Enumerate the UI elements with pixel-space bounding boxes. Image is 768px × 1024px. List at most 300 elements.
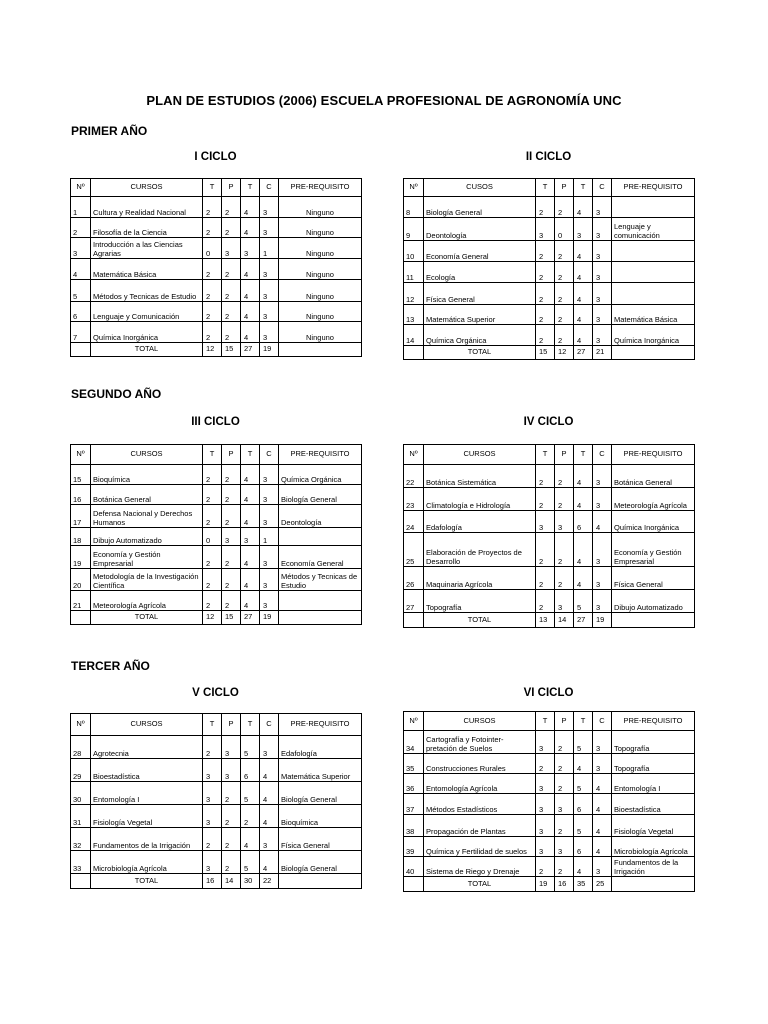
column-header: T bbox=[203, 714, 222, 736]
total-c: 19 bbox=[260, 611, 279, 625]
hours-t: 3 bbox=[536, 815, 555, 837]
column-header: P bbox=[222, 179, 241, 197]
credits: 3 bbox=[260, 591, 279, 611]
credits: 3 bbox=[593, 283, 612, 305]
hours-total: 4 bbox=[574, 567, 593, 590]
column-header: T bbox=[241, 445, 260, 465]
column-header: PRE-REQUISITO bbox=[612, 179, 695, 197]
prerequisite: Biología General bbox=[279, 782, 362, 805]
course-name: Lenguaje y Comunicación bbox=[91, 302, 203, 322]
hours-total: 4 bbox=[574, 533, 593, 567]
ciclo-table bbox=[403, 178, 695, 360]
course-name: Climatología e Hidrología bbox=[424, 488, 536, 511]
table-row bbox=[71, 546, 362, 569]
hours-p: 2 bbox=[555, 241, 574, 262]
table-header-row bbox=[404, 712, 695, 731]
credits: 4 bbox=[260, 759, 279, 782]
table-row bbox=[404, 197, 695, 218]
course-number: 33 bbox=[71, 851, 91, 874]
hours-total: 5 bbox=[241, 736, 260, 759]
prerequisite: Biología General bbox=[279, 851, 362, 874]
column-header: Nº bbox=[71, 179, 91, 197]
table-row bbox=[404, 567, 695, 590]
credits: 3 bbox=[260, 465, 279, 485]
blank-cell bbox=[71, 874, 91, 889]
credits: 3 bbox=[260, 259, 279, 280]
hours-total: 5 bbox=[574, 590, 593, 613]
course-number: 4 bbox=[71, 259, 91, 280]
hours-total: 5 bbox=[241, 782, 260, 805]
table-row bbox=[71, 851, 362, 874]
course-number: 32 bbox=[71, 828, 91, 851]
hours-total: 3 bbox=[241, 528, 260, 546]
table-row bbox=[404, 218, 695, 241]
credits: 4 bbox=[260, 805, 279, 828]
ciclo-title: VI CICLO bbox=[523, 687, 574, 699]
total-label: TOTAL bbox=[91, 874, 203, 889]
hours-total: 4 bbox=[574, 241, 593, 262]
hours-t: 3 bbox=[536, 218, 555, 241]
column-header: Nº bbox=[404, 445, 424, 465]
credits: 3 bbox=[593, 241, 612, 262]
hours-p: 2 bbox=[555, 325, 574, 346]
hours-t: 3 bbox=[536, 511, 555, 533]
course-number: 12 bbox=[404, 283, 424, 305]
hours-t: 2 bbox=[203, 302, 222, 322]
prerequisite: Ninguno bbox=[279, 280, 362, 302]
column-header: PRE-REQUISITO bbox=[279, 445, 362, 465]
table-row bbox=[71, 238, 362, 259]
table-row bbox=[71, 782, 362, 805]
hours-total: 4 bbox=[241, 302, 260, 322]
hours-t: 3 bbox=[203, 805, 222, 828]
credits: 3 bbox=[593, 857, 612, 877]
column-header: T bbox=[574, 445, 593, 465]
prerequisite: Matemática Básica bbox=[612, 305, 695, 325]
course-name: Física General bbox=[424, 283, 536, 305]
table-row bbox=[404, 283, 695, 305]
course-number: 2 bbox=[71, 218, 91, 238]
prerequisite: Métodos y Tecnicas de Estudio bbox=[279, 569, 362, 591]
total-row bbox=[71, 611, 362, 625]
course-number: 30 bbox=[71, 782, 91, 805]
total-p: 15 bbox=[222, 611, 241, 625]
hours-p: 2 bbox=[222, 546, 241, 569]
hours-total: 4 bbox=[241, 828, 260, 851]
table-row bbox=[71, 197, 362, 218]
hours-total: 4 bbox=[241, 485, 260, 505]
prerequisite: Bioestadística bbox=[612, 794, 695, 815]
total-c: 25 bbox=[593, 877, 612, 892]
column-header: CURSOS bbox=[91, 179, 203, 197]
credits: 4 bbox=[260, 851, 279, 874]
course-number: 22 bbox=[404, 465, 424, 488]
blank-cell bbox=[71, 611, 91, 625]
hours-t: 3 bbox=[203, 759, 222, 782]
prerequisite: Economía General bbox=[279, 546, 362, 569]
course-number: 11 bbox=[404, 262, 424, 283]
column-header: C bbox=[260, 179, 279, 197]
hours-total: 4 bbox=[574, 754, 593, 774]
hours-p: 2 bbox=[222, 828, 241, 851]
prerequisite: Ninguno bbox=[279, 197, 362, 218]
total-t2: 27 bbox=[574, 346, 593, 360]
hours-p: 2 bbox=[555, 197, 574, 218]
prerequisite bbox=[612, 241, 695, 262]
course-number: 38 bbox=[404, 815, 424, 837]
column-header: Nº bbox=[71, 445, 91, 465]
total-t2: 30 bbox=[241, 874, 260, 889]
table-row bbox=[71, 302, 362, 322]
prerequisite: Topografía bbox=[612, 731, 695, 754]
course-number: 39 bbox=[404, 837, 424, 857]
hours-p: 2 bbox=[222, 505, 241, 528]
credits: 3 bbox=[593, 754, 612, 774]
prerequisite: Biología General bbox=[279, 485, 362, 505]
column-header: C bbox=[593, 712, 612, 731]
table-row bbox=[404, 857, 695, 877]
course-name: Edafología bbox=[424, 511, 536, 533]
table-row bbox=[71, 465, 362, 485]
hours-p: 2 bbox=[222, 782, 241, 805]
course-number: 40 bbox=[404, 857, 424, 877]
credits: 3 bbox=[260, 485, 279, 505]
course-name: Maquinaria Agrícola bbox=[424, 567, 536, 590]
total-row bbox=[404, 613, 695, 628]
column-header: P bbox=[555, 179, 574, 197]
table-row bbox=[404, 488, 695, 511]
course-number: 15 bbox=[71, 465, 91, 485]
blank-cell bbox=[612, 346, 695, 360]
credits: 3 bbox=[260, 546, 279, 569]
course-name: Deontología bbox=[424, 218, 536, 241]
table-row bbox=[71, 259, 362, 280]
year-heading-segundo: SEGUNDO AÑO bbox=[71, 387, 162, 401]
hours-t: 2 bbox=[203, 280, 222, 302]
hours-total: 6 bbox=[574, 511, 593, 533]
total-t2: 27 bbox=[241, 343, 260, 357]
blank-cell bbox=[279, 343, 362, 357]
table-row bbox=[71, 569, 362, 591]
hours-p: 2 bbox=[222, 485, 241, 505]
column-header: CURSOS bbox=[91, 714, 203, 736]
total-p: 12 bbox=[555, 346, 574, 360]
course-number: 19 bbox=[71, 546, 91, 569]
table-header-row bbox=[71, 445, 362, 465]
hours-total: 3 bbox=[574, 218, 593, 241]
hours-total: 4 bbox=[241, 197, 260, 218]
hours-total: 4 bbox=[574, 325, 593, 346]
table-row bbox=[71, 759, 362, 782]
ciclo-table bbox=[403, 711, 695, 892]
total-t: 12 bbox=[203, 611, 222, 625]
hours-p: 2 bbox=[222, 569, 241, 591]
total-label: TOTAL bbox=[424, 613, 536, 628]
table-row bbox=[71, 528, 362, 546]
blank-cell bbox=[279, 874, 362, 889]
course-number: 34 bbox=[404, 731, 424, 754]
hours-p: 3 bbox=[222, 736, 241, 759]
blank-cell bbox=[71, 343, 91, 357]
hours-total: 4 bbox=[241, 280, 260, 302]
table-row bbox=[404, 305, 695, 325]
credits: 3 bbox=[260, 197, 279, 218]
table-header-row bbox=[404, 445, 695, 465]
prerequisite: Topografía bbox=[612, 754, 695, 774]
hours-t: 3 bbox=[536, 837, 555, 857]
credits: 3 bbox=[260, 828, 279, 851]
column-header: C bbox=[593, 445, 612, 465]
table-row bbox=[404, 241, 695, 262]
hours-t: 2 bbox=[536, 857, 555, 877]
hours-total: 4 bbox=[241, 322, 260, 343]
table-row bbox=[71, 322, 362, 343]
prerequisite: Matemática Superior bbox=[279, 759, 362, 782]
hours-p: 2 bbox=[555, 488, 574, 511]
table-row bbox=[404, 837, 695, 857]
table-row bbox=[404, 794, 695, 815]
course-number: 37 bbox=[404, 794, 424, 815]
course-name: Propagación de Plantas bbox=[424, 815, 536, 837]
course-number: 27 bbox=[404, 590, 424, 613]
total-t: 12 bbox=[203, 343, 222, 357]
prerequisite: Química Orgánica bbox=[279, 465, 362, 485]
total-label: TOTAL bbox=[424, 877, 536, 892]
hours-t: 2 bbox=[203, 197, 222, 218]
credits: 4 bbox=[593, 774, 612, 794]
prerequisite bbox=[612, 197, 695, 218]
hours-t: 3 bbox=[536, 774, 555, 794]
prerequisite: Dibujo Automatizado bbox=[612, 590, 695, 613]
prerequisite: Microbiología Agrícola bbox=[612, 837, 695, 857]
column-header: T bbox=[241, 714, 260, 736]
total-t: 15 bbox=[536, 346, 555, 360]
total-p: 14 bbox=[222, 874, 241, 889]
table-row bbox=[404, 511, 695, 533]
hours-total: 5 bbox=[241, 851, 260, 874]
course-name: Química Orgánica bbox=[424, 325, 536, 346]
table-row bbox=[71, 280, 362, 302]
table-row bbox=[404, 774, 695, 794]
column-header: C bbox=[260, 445, 279, 465]
prerequisite: Lenguaje y comunicación bbox=[612, 218, 695, 241]
hours-t: 2 bbox=[203, 218, 222, 238]
total-p: 15 bbox=[222, 343, 241, 357]
course-name: Microbiología Agrícola bbox=[91, 851, 203, 874]
blank-cell bbox=[404, 613, 424, 628]
prerequisite: Ninguno bbox=[279, 238, 362, 259]
hours-total: 5 bbox=[574, 774, 593, 794]
hours-p: 2 bbox=[555, 567, 574, 590]
hours-t: 2 bbox=[536, 325, 555, 346]
column-header: PRE-REQUISITO bbox=[612, 712, 695, 731]
credits: 3 bbox=[593, 262, 612, 283]
prerequisite: Ninguno bbox=[279, 218, 362, 238]
hours-t: 2 bbox=[203, 569, 222, 591]
hours-t: 2 bbox=[203, 828, 222, 851]
hours-p: 2 bbox=[222, 259, 241, 280]
credits: 3 bbox=[260, 280, 279, 302]
hours-t: 2 bbox=[203, 485, 222, 505]
hours-total: 4 bbox=[241, 546, 260, 569]
hours-p: 2 bbox=[222, 851, 241, 874]
course-name: Matemática Superior bbox=[424, 305, 536, 325]
hours-t: 2 bbox=[536, 305, 555, 325]
hours-p: 2 bbox=[555, 857, 574, 877]
column-header: CURSOS bbox=[91, 445, 203, 465]
column-header: T bbox=[241, 179, 260, 197]
course-name: Cartografía y Fotointer- pretación de Suelos bbox=[424, 731, 536, 754]
prerequisite: Fundamentos de la Irrigación bbox=[612, 857, 695, 877]
hours-t: 3 bbox=[536, 794, 555, 815]
total-row bbox=[71, 874, 362, 889]
blank-cell bbox=[404, 877, 424, 892]
course-name: Bioestadística bbox=[91, 759, 203, 782]
table-row bbox=[71, 485, 362, 505]
hours-p: 2 bbox=[222, 465, 241, 485]
course-name: Cultura y Realidad Nacional bbox=[91, 197, 203, 218]
column-header: CURSOS bbox=[424, 445, 536, 465]
credits: 3 bbox=[593, 488, 612, 511]
credits: 4 bbox=[593, 511, 612, 533]
course-name: Entomología Agrícola bbox=[424, 774, 536, 794]
course-name: Sistema de Riego y Drenaje bbox=[424, 857, 536, 877]
hours-t: 2 bbox=[203, 736, 222, 759]
table-row bbox=[71, 805, 362, 828]
course-number: 23 bbox=[404, 488, 424, 511]
course-number: 1 bbox=[71, 197, 91, 218]
hours-p: 2 bbox=[222, 302, 241, 322]
hours-total: 4 bbox=[241, 465, 260, 485]
hours-p: 2 bbox=[222, 218, 241, 238]
total-row bbox=[404, 877, 695, 892]
ciclo-table bbox=[70, 178, 362, 357]
course-number: 18 bbox=[71, 528, 91, 546]
column-header: C bbox=[260, 714, 279, 736]
course-number: 24 bbox=[404, 511, 424, 533]
ciclo-title: IV CICLO bbox=[523, 416, 574, 428]
credits: 3 bbox=[593, 197, 612, 218]
column-header: C bbox=[593, 179, 612, 197]
course-number: 9 bbox=[404, 218, 424, 241]
column-header: T bbox=[203, 445, 222, 465]
blank-cell bbox=[612, 877, 695, 892]
hours-t: 2 bbox=[203, 465, 222, 485]
hours-p: 2 bbox=[555, 283, 574, 305]
course-name: Construcciones Rurales bbox=[424, 754, 536, 774]
total-label: TOTAL bbox=[91, 611, 203, 625]
credits: 3 bbox=[593, 325, 612, 346]
column-header: T bbox=[574, 179, 593, 197]
hours-p: 2 bbox=[555, 305, 574, 325]
document-title: PLAN DE ESTUDIOS (2006) ESCUELA PROFESIONAL DE AGRONOMÍA UNC bbox=[146, 93, 622, 108]
credits: 3 bbox=[260, 218, 279, 238]
hours-p: 2 bbox=[555, 754, 574, 774]
hours-total: 4 bbox=[574, 465, 593, 488]
course-name: Topografía bbox=[424, 590, 536, 613]
total-p: 16 bbox=[555, 877, 574, 892]
total-t2: 27 bbox=[241, 611, 260, 625]
hours-t: 2 bbox=[536, 754, 555, 774]
hours-p: 2 bbox=[555, 465, 574, 488]
ciclo-table bbox=[70, 444, 362, 625]
year-heading-tercer: TERCER AÑO bbox=[71, 659, 150, 673]
total-row bbox=[71, 343, 362, 357]
hours-total: 5 bbox=[574, 731, 593, 754]
prerequisite: Física General bbox=[612, 567, 695, 590]
hours-total: 4 bbox=[574, 197, 593, 218]
course-name: Entomología I bbox=[91, 782, 203, 805]
hours-t: 2 bbox=[203, 322, 222, 343]
prerequisite: Entomología I bbox=[612, 774, 695, 794]
column-header: P bbox=[222, 445, 241, 465]
total-c: 19 bbox=[260, 343, 279, 357]
hours-total: 6 bbox=[574, 837, 593, 857]
table-row bbox=[71, 736, 362, 759]
total-c: 19 bbox=[593, 613, 612, 628]
total-t2: 27 bbox=[574, 613, 593, 628]
total-c: 22 bbox=[260, 874, 279, 889]
column-header: Nº bbox=[404, 179, 424, 197]
course-number: 21 bbox=[71, 591, 91, 611]
blank-cell bbox=[279, 611, 362, 625]
prerequisite: Química Inorgánica bbox=[612, 325, 695, 346]
course-name: Química Inorgánica bbox=[91, 322, 203, 343]
hours-p: 2 bbox=[222, 591, 241, 611]
prerequisite: Ninguno bbox=[279, 259, 362, 280]
table-row bbox=[404, 754, 695, 774]
hours-total: 4 bbox=[241, 218, 260, 238]
hours-t: 3 bbox=[536, 731, 555, 754]
hours-total: 4 bbox=[574, 262, 593, 283]
prerequisite: Fisiología Vegetal bbox=[612, 815, 695, 837]
column-header: T bbox=[536, 712, 555, 731]
total-t2: 35 bbox=[574, 877, 593, 892]
year-heading-primer: PRIMER AÑO bbox=[71, 124, 148, 138]
credits: 1 bbox=[260, 238, 279, 259]
hours-p: 2 bbox=[555, 731, 574, 754]
credits: 4 bbox=[593, 815, 612, 837]
prerequisite: Física General bbox=[279, 828, 362, 851]
prerequisite: Botánica General bbox=[612, 465, 695, 488]
course-name: Ecología bbox=[424, 262, 536, 283]
ciclo-title: I CICLO bbox=[194, 151, 237, 163]
prerequisite: Meteorología Agrícola bbox=[612, 488, 695, 511]
hours-t: 3 bbox=[203, 782, 222, 805]
hours-total: 4 bbox=[574, 283, 593, 305]
table-row bbox=[71, 828, 362, 851]
hours-total: 6 bbox=[574, 794, 593, 815]
column-header: CURSOS bbox=[424, 712, 536, 731]
column-header: P bbox=[222, 714, 241, 736]
course-name: Meteorología Agrícola bbox=[91, 591, 203, 611]
credits: 3 bbox=[260, 322, 279, 343]
course-number: 17 bbox=[71, 505, 91, 528]
column-header: P bbox=[555, 445, 574, 465]
hours-p: 3 bbox=[555, 837, 574, 857]
credits: 3 bbox=[593, 590, 612, 613]
course-number: 14 bbox=[404, 325, 424, 346]
table-row bbox=[404, 325, 695, 346]
hours-p: 2 bbox=[222, 280, 241, 302]
hours-p: 2 bbox=[222, 805, 241, 828]
course-number: 16 bbox=[71, 485, 91, 505]
total-c: 21 bbox=[593, 346, 612, 360]
column-header: CUSOS bbox=[424, 179, 536, 197]
total-t: 16 bbox=[203, 874, 222, 889]
hours-total: 4 bbox=[241, 505, 260, 528]
prerequisite bbox=[279, 591, 362, 611]
